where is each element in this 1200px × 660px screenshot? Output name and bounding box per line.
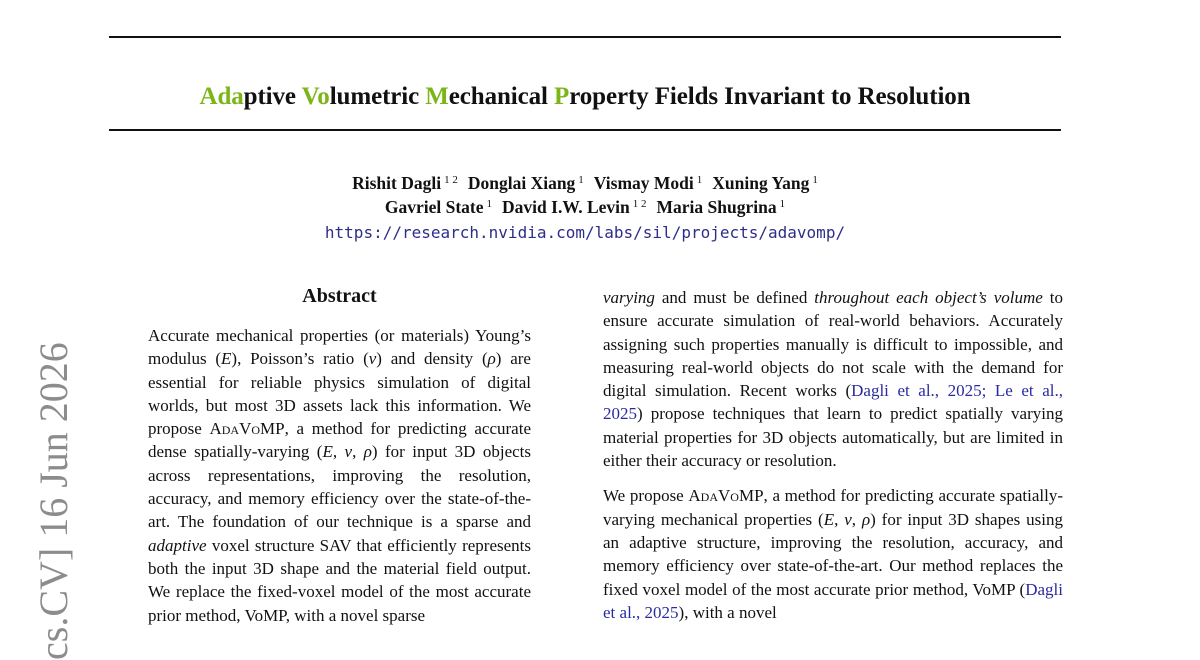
- abstract-body: [148, 324, 531, 627]
- title-highlight-letters: Vo: [301, 82, 330, 110]
- author-name: [468, 173, 584, 193]
- italic-text: E: [221, 349, 232, 369]
- author-name: [502, 197, 646, 217]
- author-affiliation-marker: 1: [812, 174, 818, 186]
- title-text: lumetric: [329, 82, 426, 110]
- italic-text: E: [823, 509, 835, 529]
- paper-title: [0, 83, 1170, 111]
- author-affiliation-marker: 1 2: [632, 198, 647, 210]
- body-text: ) for input 3D shapes using an adaptive structure, improving the resolution, accuracy, and memory efficiency over state-of-the-art. Our method replaces the fixed voxel model of the most accurate prior method, VoMP (: [603, 509, 1064, 599]
- author-name: [352, 173, 458, 193]
- author-name-text: Rishit Dagli: [352, 173, 442, 193]
- bottom-rule: [109, 129, 1061, 131]
- title-highlight-letters: Ada: [199, 82, 244, 110]
- italic-text: throughout each object’s volume: [814, 288, 1043, 307]
- italic-text: adaptive: [148, 535, 207, 555]
- body-text: ) and density (: [376, 349, 488, 369]
- body-text: ) propose techniques that learn to predict spatially varying material properties for 3D objects automatically, but are limited in either their accuracy or resolution.: [603, 404, 1063, 471]
- author-affiliation-marker: 1: [578, 174, 584, 186]
- author-name-text: Donglai Xiang: [467, 173, 576, 193]
- body-text: ), with a novel: [678, 602, 777, 622]
- author-affiliation-marker: 1: [696, 174, 703, 186]
- italic-text: E: [322, 442, 333, 462]
- italic-text: varying: [603, 288, 655, 307]
- top-rule: [109, 36, 1061, 38]
- italic-text: ν: [344, 442, 353, 462]
- italic-text: ρ: [363, 442, 372, 462]
- abstract-heading: Abstract: [302, 285, 377, 307]
- body-text: ) for input 3D objects across representations, improving the resolution, accuracy, and memory efficiency over the state-of-the-art. The foundation of our technique is a sparse and: [148, 442, 532, 532]
- body-text: voxel structure SAV that efficiently represents both the input 3D shape and the material field output. We replace the fixed-voxel model of the most accurate prior method, VoMP, with a novel sparse: [148, 535, 531, 625]
- author-name: [712, 173, 818, 193]
- citation-link[interactable]: Dagli et al., 2025: [603, 579, 1063, 622]
- method-name: AdaVoMP: [209, 419, 285, 439]
- italic-text: ρ: [861, 509, 871, 529]
- author-name-text: Vismay Modi: [593, 173, 694, 193]
- body-text: ,: [352, 442, 364, 462]
- body-text: ,: [332, 442, 345, 462]
- author-name: [385, 197, 492, 217]
- body-text: to ensure accurate simulation of real-world behaviors. Accurately assigning such properties manually is difficult to impossible, and measuring real-world objects do not scale with the demand for digital simulation. Recent works (: [603, 288, 1063, 401]
- author-name-text: Maria Shugrina: [656, 197, 777, 217]
- body-text: ,: [834, 509, 845, 529]
- intro-right-column: [603, 286, 1063, 636]
- author-line-1: [0, 173, 1170, 194]
- body-text: ,: [851, 509, 862, 529]
- body-text: Accurate mechanical properties (or materials) Young’s modulus (: [148, 326, 531, 369]
- citation-link[interactable]: Dagli et al., 2025; Le et al., 2025: [603, 381, 1063, 424]
- body-text: , a method for predicting accurate spatially-varying mechanical properties (: [603, 486, 1063, 529]
- title-highlight-letters: P: [554, 82, 570, 110]
- author-affiliation-marker: 1: [779, 198, 786, 210]
- body-text: ) are essential for reliable physics simulation of digital worlds, but most 3D assets lack this information. We propose: [148, 349, 531, 439]
- author-line-2: [0, 197, 1170, 218]
- author-name-text: David I.W. Levin: [502, 197, 630, 217]
- title-text: roperty Fields Invariant to Resolution: [569, 82, 971, 110]
- title-highlight-letters: M: [425, 82, 449, 110]
- arxiv-identifier-stamp: cs.CV] 16 Jun 2026: [31, 342, 76, 660]
- italic-text: ρ: [487, 349, 496, 369]
- body-text: ), Poisson’s ratio (: [231, 349, 369, 369]
- intro-paragraph: [603, 484, 1063, 624]
- author-affiliation-marker: 1: [486, 198, 493, 210]
- author-affiliation-marker: 1 2: [444, 174, 458, 186]
- author-name-text: Xuning Yang: [712, 173, 810, 193]
- title-text: ptive: [243, 82, 302, 110]
- italic-text: ν: [844, 509, 852, 529]
- body-text: and must be defined: [654, 288, 815, 307]
- method-name: AdaVoMP: [688, 486, 764, 506]
- italic-text: ν: [368, 349, 377, 369]
- body-text: , a method for predicting accurate dense spatially-varying (: [148, 419, 531, 462]
- author-name: [594, 173, 702, 193]
- author-name-text: Gavriel State: [384, 197, 484, 217]
- project-url-link[interactable]: https://research.nvidia.com/labs/sil/projects/adavomp/: [324, 223, 846, 242]
- title-text: echanical: [448, 82, 555, 110]
- author-name: [657, 197, 786, 217]
- intro-paragraph: [603, 286, 1063, 472]
- body-text: We propose: [603, 486, 689, 506]
